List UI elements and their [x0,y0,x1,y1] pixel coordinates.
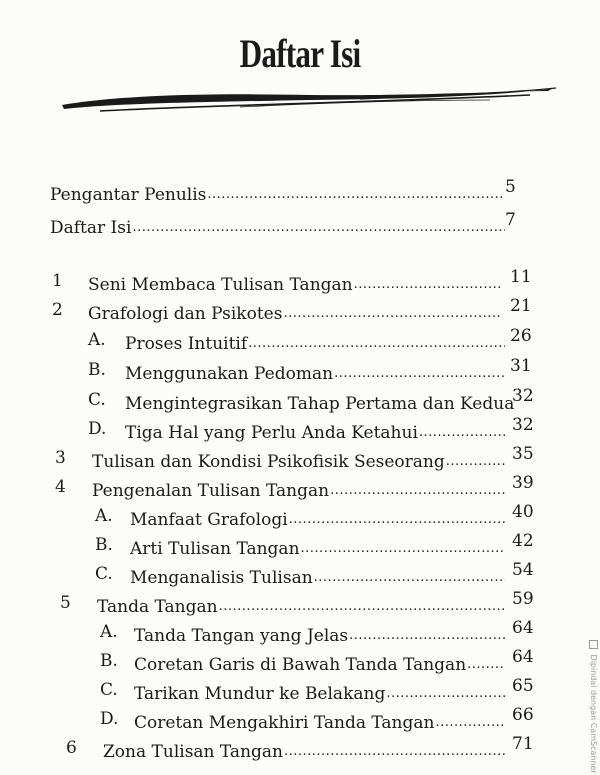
toc-entry-title: Tarikan Mundur ke Belakang [134,684,386,704]
toc-entry-title: Daftar Isi [50,218,132,238]
page-number: 35 [512,444,534,464]
dot-leader [301,539,505,559]
toc-entry[interactable] [125,356,505,384]
toc-entry-title: Tanda Tangan yang Jelas [134,626,349,646]
toc-entry[interactable] [134,676,505,704]
toc-entry[interactable] [130,502,505,530]
toc-entry[interactable] [134,705,505,733]
page-number: 59 [512,589,534,609]
dot-leader [419,423,505,443]
section-letter: B. [95,535,113,555]
toc-entry[interactable] [92,444,505,472]
toc-entry-title: Coretan Mengakhiri Tanda Tangan [134,713,435,733]
toc-entry-title: Manfaat Grafologi [130,510,288,530]
toc-entry-title: Seni Membaca Tulisan Tangan [88,275,353,295]
section-letter: A. [100,622,118,642]
section-letter: B. [100,651,118,671]
toc-entry-title: Zona Tulisan Tangan [103,742,283,762]
section-letter: C. [100,680,118,700]
page-number: 39 [512,473,534,493]
toc-entry-title: Mengintegrasikan Tahap Pertama dan Kedua [125,394,515,414]
page-number: 65 [512,676,534,696]
dot-leader [435,713,505,733]
section-letter: A. [88,330,106,350]
toc-entry-title: Proses Intuitif [125,334,248,354]
section-letter: B. [88,360,106,380]
toc-entry[interactable] [50,177,505,205]
page-number: 71 [512,734,534,754]
toc-entry[interactable] [134,647,505,675]
toc-entry[interactable] [134,618,505,646]
camscanner-icon [589,640,598,649]
toc-entry-title: Arti Tulisan Tangan [130,539,300,559]
toc-entry[interactable] [88,296,500,324]
chapter-number: 6 [66,738,77,758]
toc-entry[interactable] [130,560,505,588]
toc-entry-title: Menganalisis Tulisan [130,568,313,588]
toc-entry-title: Pengenalan Tulisan Tangan [92,481,330,501]
dot-leader [314,568,505,588]
page-number: 32 [512,415,534,435]
page-number: 31 [510,356,532,376]
toc-entry[interactable] [97,589,505,617]
page-number: 40 [512,502,534,522]
page-number: 64 [512,647,534,667]
dot-leader [207,185,505,205]
section-letter: A. [95,506,113,526]
page-title: Daftar Isi [239,31,361,76]
page-number: 5 [505,177,516,197]
page-number: 7 [505,210,516,230]
toc-entry-title: Tanda Tangan [97,597,218,617]
chapter-number: 2 [52,300,63,320]
section-letter: C. [95,564,113,584]
chapter-number: 3 [55,448,66,468]
dot-leader [330,481,505,501]
toc-entry[interactable] [103,734,505,762]
page-number: 26 [510,326,532,346]
toc-entry-title: Menggunakan Pedoman [125,364,334,384]
dot-leader [386,684,505,704]
dot-leader [467,655,505,675]
toc-entry[interactable] [125,415,505,443]
toc-entry[interactable] [130,531,505,559]
dot-leader [354,275,500,295]
chapter-number: 4 [55,477,66,497]
section-letter: D. [100,709,119,729]
toc-entry-title: Tulisan dan Kondisi Psikofisik Seseorang [92,452,445,472]
dot-leader [446,452,505,472]
dot-leader [334,364,505,384]
toc-entry[interactable] [92,473,505,501]
page-number: 21 [510,296,532,316]
scanner-watermark: Dipindai dengan CamScanner [589,640,599,774]
toc-entry-title: Coretan Garis di Bawah Tanda Tangan [134,655,467,675]
dot-leader [289,510,505,530]
dot-leader [349,626,505,646]
toc-entry-title: Tiga Hal yang Perlu Anda Ketahui [125,423,418,443]
toc-entry-title: Pengantar Penulis [50,185,207,205]
dot-leader [284,742,505,762]
page-number: 42 [512,531,534,551]
dot-leader [283,304,500,324]
page-number: 54 [512,560,534,580]
dot-leader [248,334,505,354]
dot-leader [219,597,505,617]
toc-entry-title: Grafologi dan Psikotes [88,304,283,324]
section-letter: D. [88,419,107,439]
page-number: 32 [512,386,534,406]
dot-leader [132,218,505,238]
section-letter: C. [88,390,106,410]
chapter-number: 1 [52,271,63,291]
toc-entry[interactable] [88,267,500,295]
toc-entry[interactable] [50,210,505,238]
chapter-number: 5 [60,593,71,613]
page-number: 11 [510,267,532,287]
toc-entry[interactable] [125,326,505,354]
toc-entry[interactable] [125,386,515,414]
page-number: 66 [512,705,534,725]
page-number: 64 [512,618,534,638]
